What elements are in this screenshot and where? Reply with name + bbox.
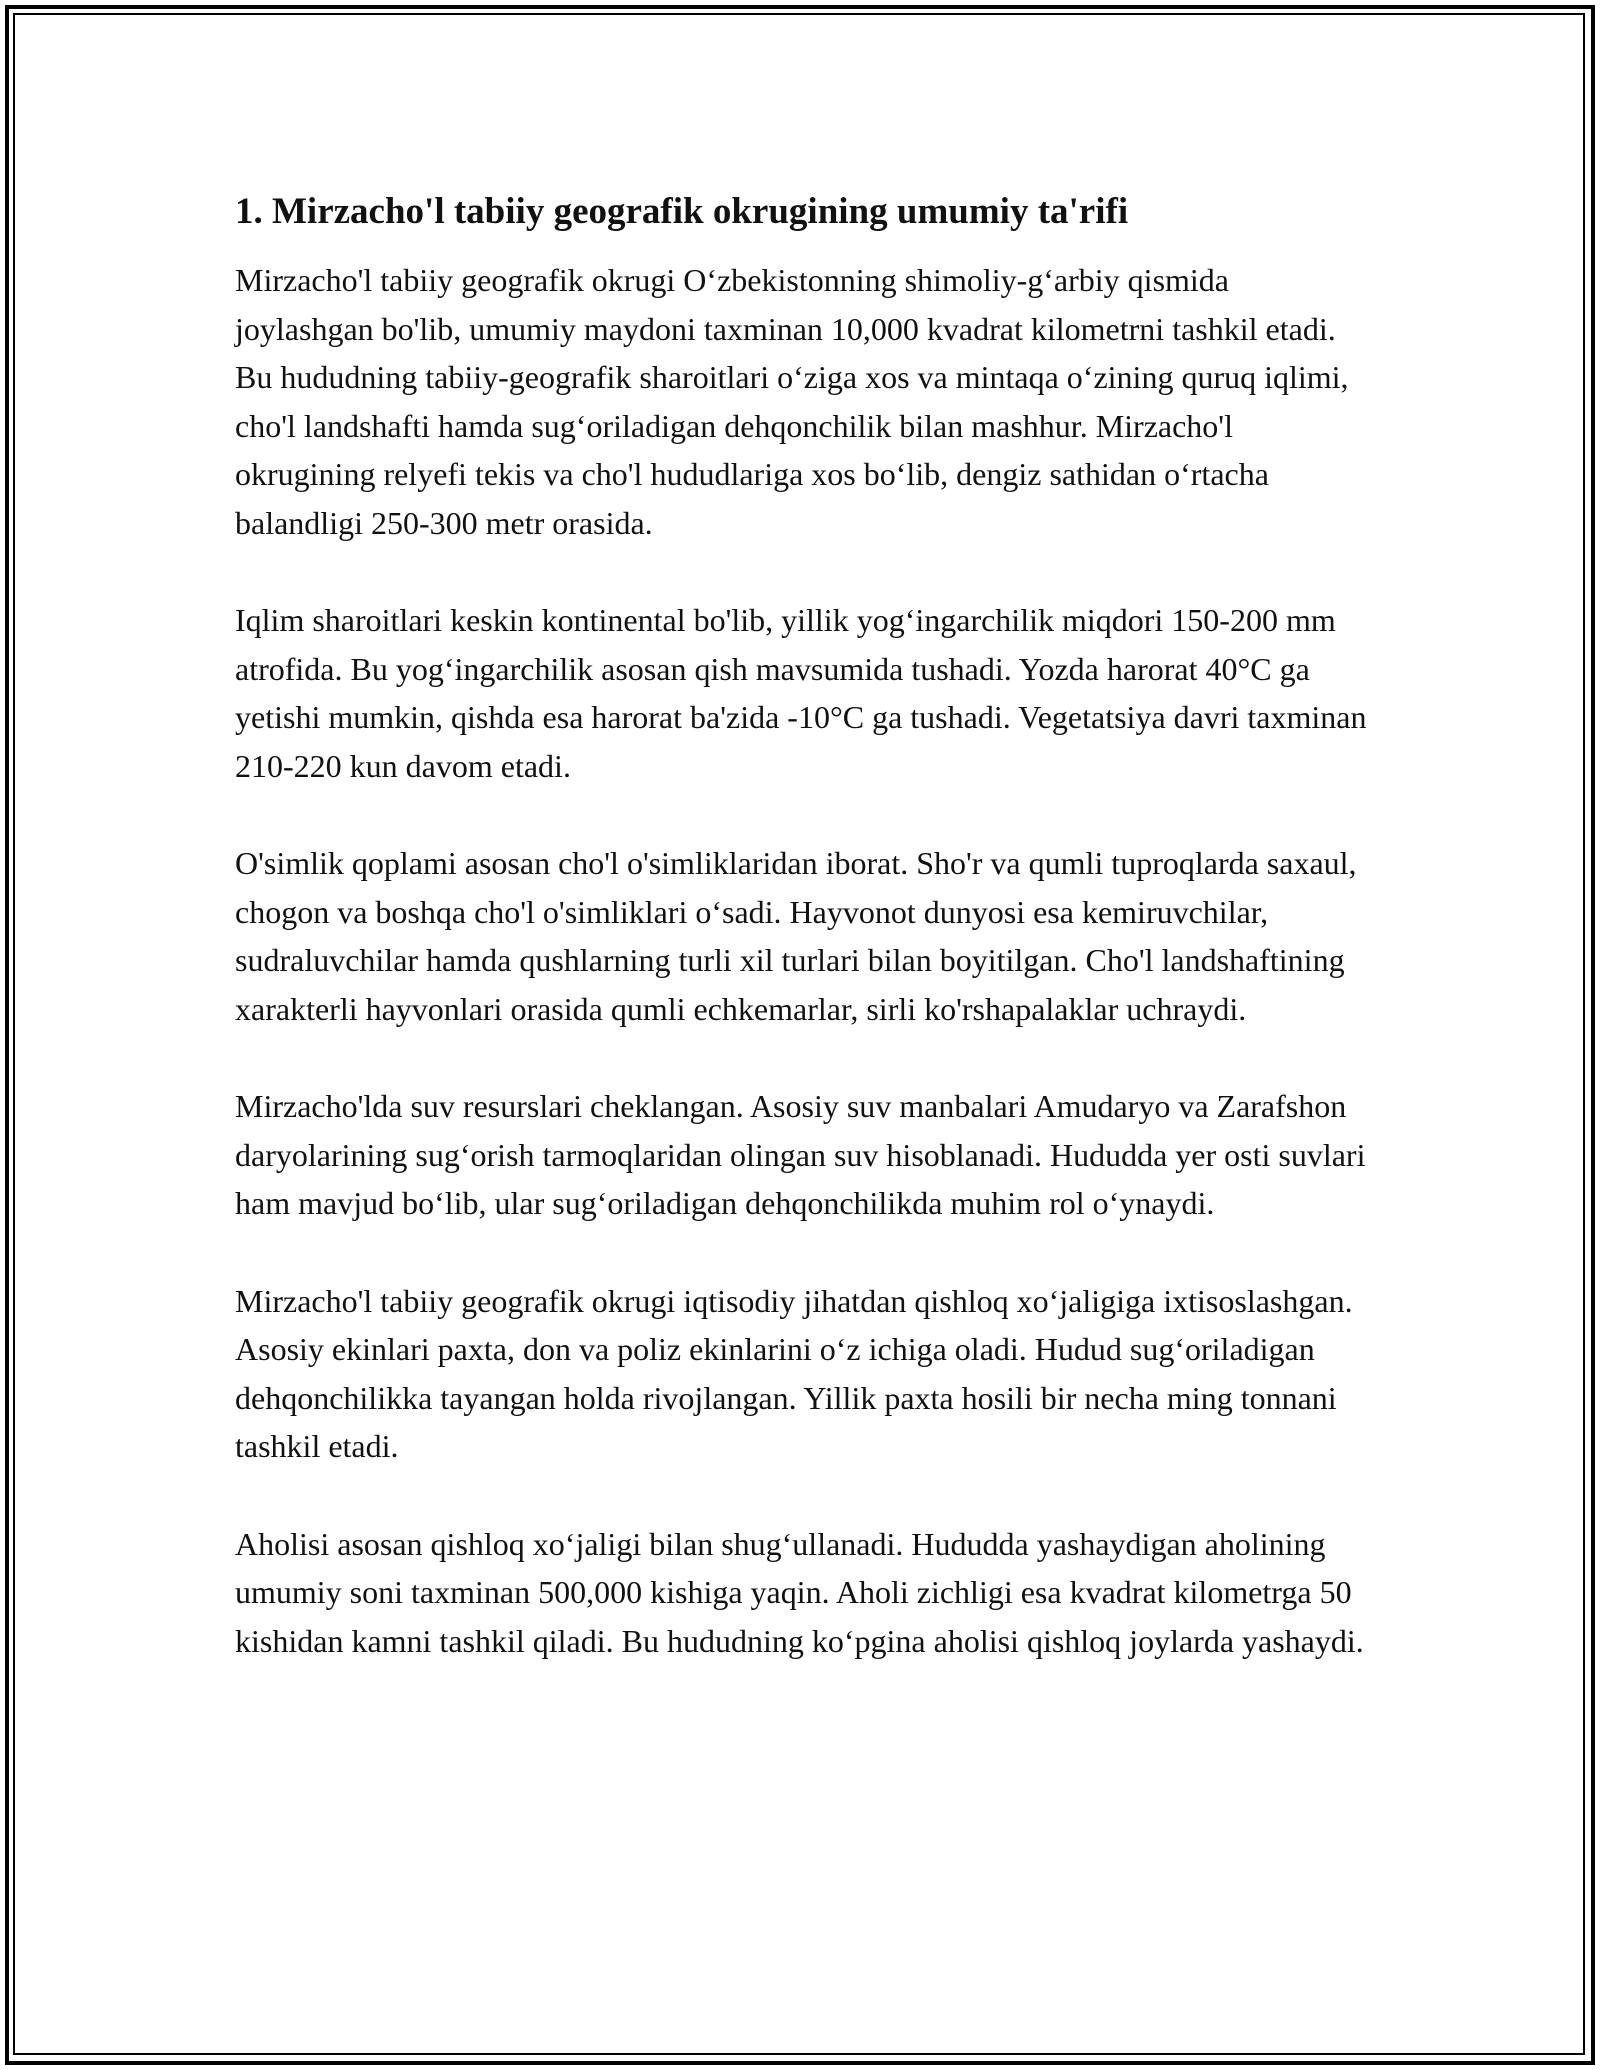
paragraph-economy: Mirzacho'l tabiiy geografik okrugi iqtisodiy jihatdan qishloq xo‘jaligiga ixtisoslashgan. Asosiy ekinlari paxta, don va poliz ekinlarini o‘z ichiga oladi. Hudud sug‘oriladigan dehqonchilikka tayangan holda rivojlangan. Yillik paxta hosili bir necha ming tonnani tashkil etadi. xyxy=(235,1282,1353,1464)
paragraph-climate: Iqlim sharoitlari keskin kontinental bo'lib, yillik yog‘ingarchilik miqdori 150-200 mm atrofida. Bu yog‘ingarchilik asosan qish mavsumida tushadi. Yozda harorat 40°C ga yetishi mumkin, qishda esa harorat ba'zida -10°C ga tushadi. Vegetatsiya davri taxminan 210-220 kun davom etadi. xyxy=(235,602,1367,784)
paragraph-overview: Mirzacho'l tabiiy geografik okrugi O‘zbekistonning shimoliy-g‘arbiy qismida joylashgan bo'lib, umumiy maydoni taxminan 10,000 kvadrat kilometrni tashkil etadi. Bu hududning tabiiy-geografik sharoitlari o‘ziga xos va mintaqa o‘zining quruq iqlimi, cho'l landshafti hamda sug‘oriladigan dehqonchilik bilan mashhur. Mirzacho'l okrugining relyefi tekis va cho'l hududlariga xos bo‘lib, dengiz sathidan o‘rtacha balandligi 250-300 metr orasida. xyxy=(235,262,1349,541)
section-heading: 1. Mirzacho'l tabiiy geografik okrugining umumiy ta'rifi xyxy=(235,191,1129,232)
paragraph-water-resources: Mirzacho'lda suv resurslari cheklangan. Asosiy suv manbalari Amudaryo va Zarafshon daryolarining sug‘orish tarmoqlaridan olingan suv hisoblanadi. Hududda yer osti suvlari ham mavjud bo‘lib, ular sug‘oriladigan dehqonchilikda muhim rol o‘ynaydi. xyxy=(235,1088,1366,1221)
document-body xyxy=(235,188,1370,1714)
paragraph-population: Aholisi asosan qishloq xo‘jaligi bilan shug‘ullanadi. Hududda yashaydigan aholining umumiy soni taxminan 500,000 kishiga yaqin. Aholi zichligi esa kvadrat kilometrga 50 kishidan kamni tashkil qiladi. Bu hududning ko‘pgina aholisi qishloq joylarda yashaydi. xyxy=(235,1525,1364,1659)
paragraph-flora-fauna: O'simlik qoplami asosan cho'l o'simliklaridan iborat. Sho'r va qumli tuproqlarda saxaul, chogon va boshqa cho'l o'simliklari o‘sadi. Hayvonot dunyosi esa kemiruvchilar, sudraluvchilar hamda qushlarning turli xil turlari bilan boyitilgan. Cho'l landshaftining xarakterli hayvonlari orasida qumli echkemarlar, sirli ko'rshapalaklar uchraydi. xyxy=(235,845,1357,1027)
